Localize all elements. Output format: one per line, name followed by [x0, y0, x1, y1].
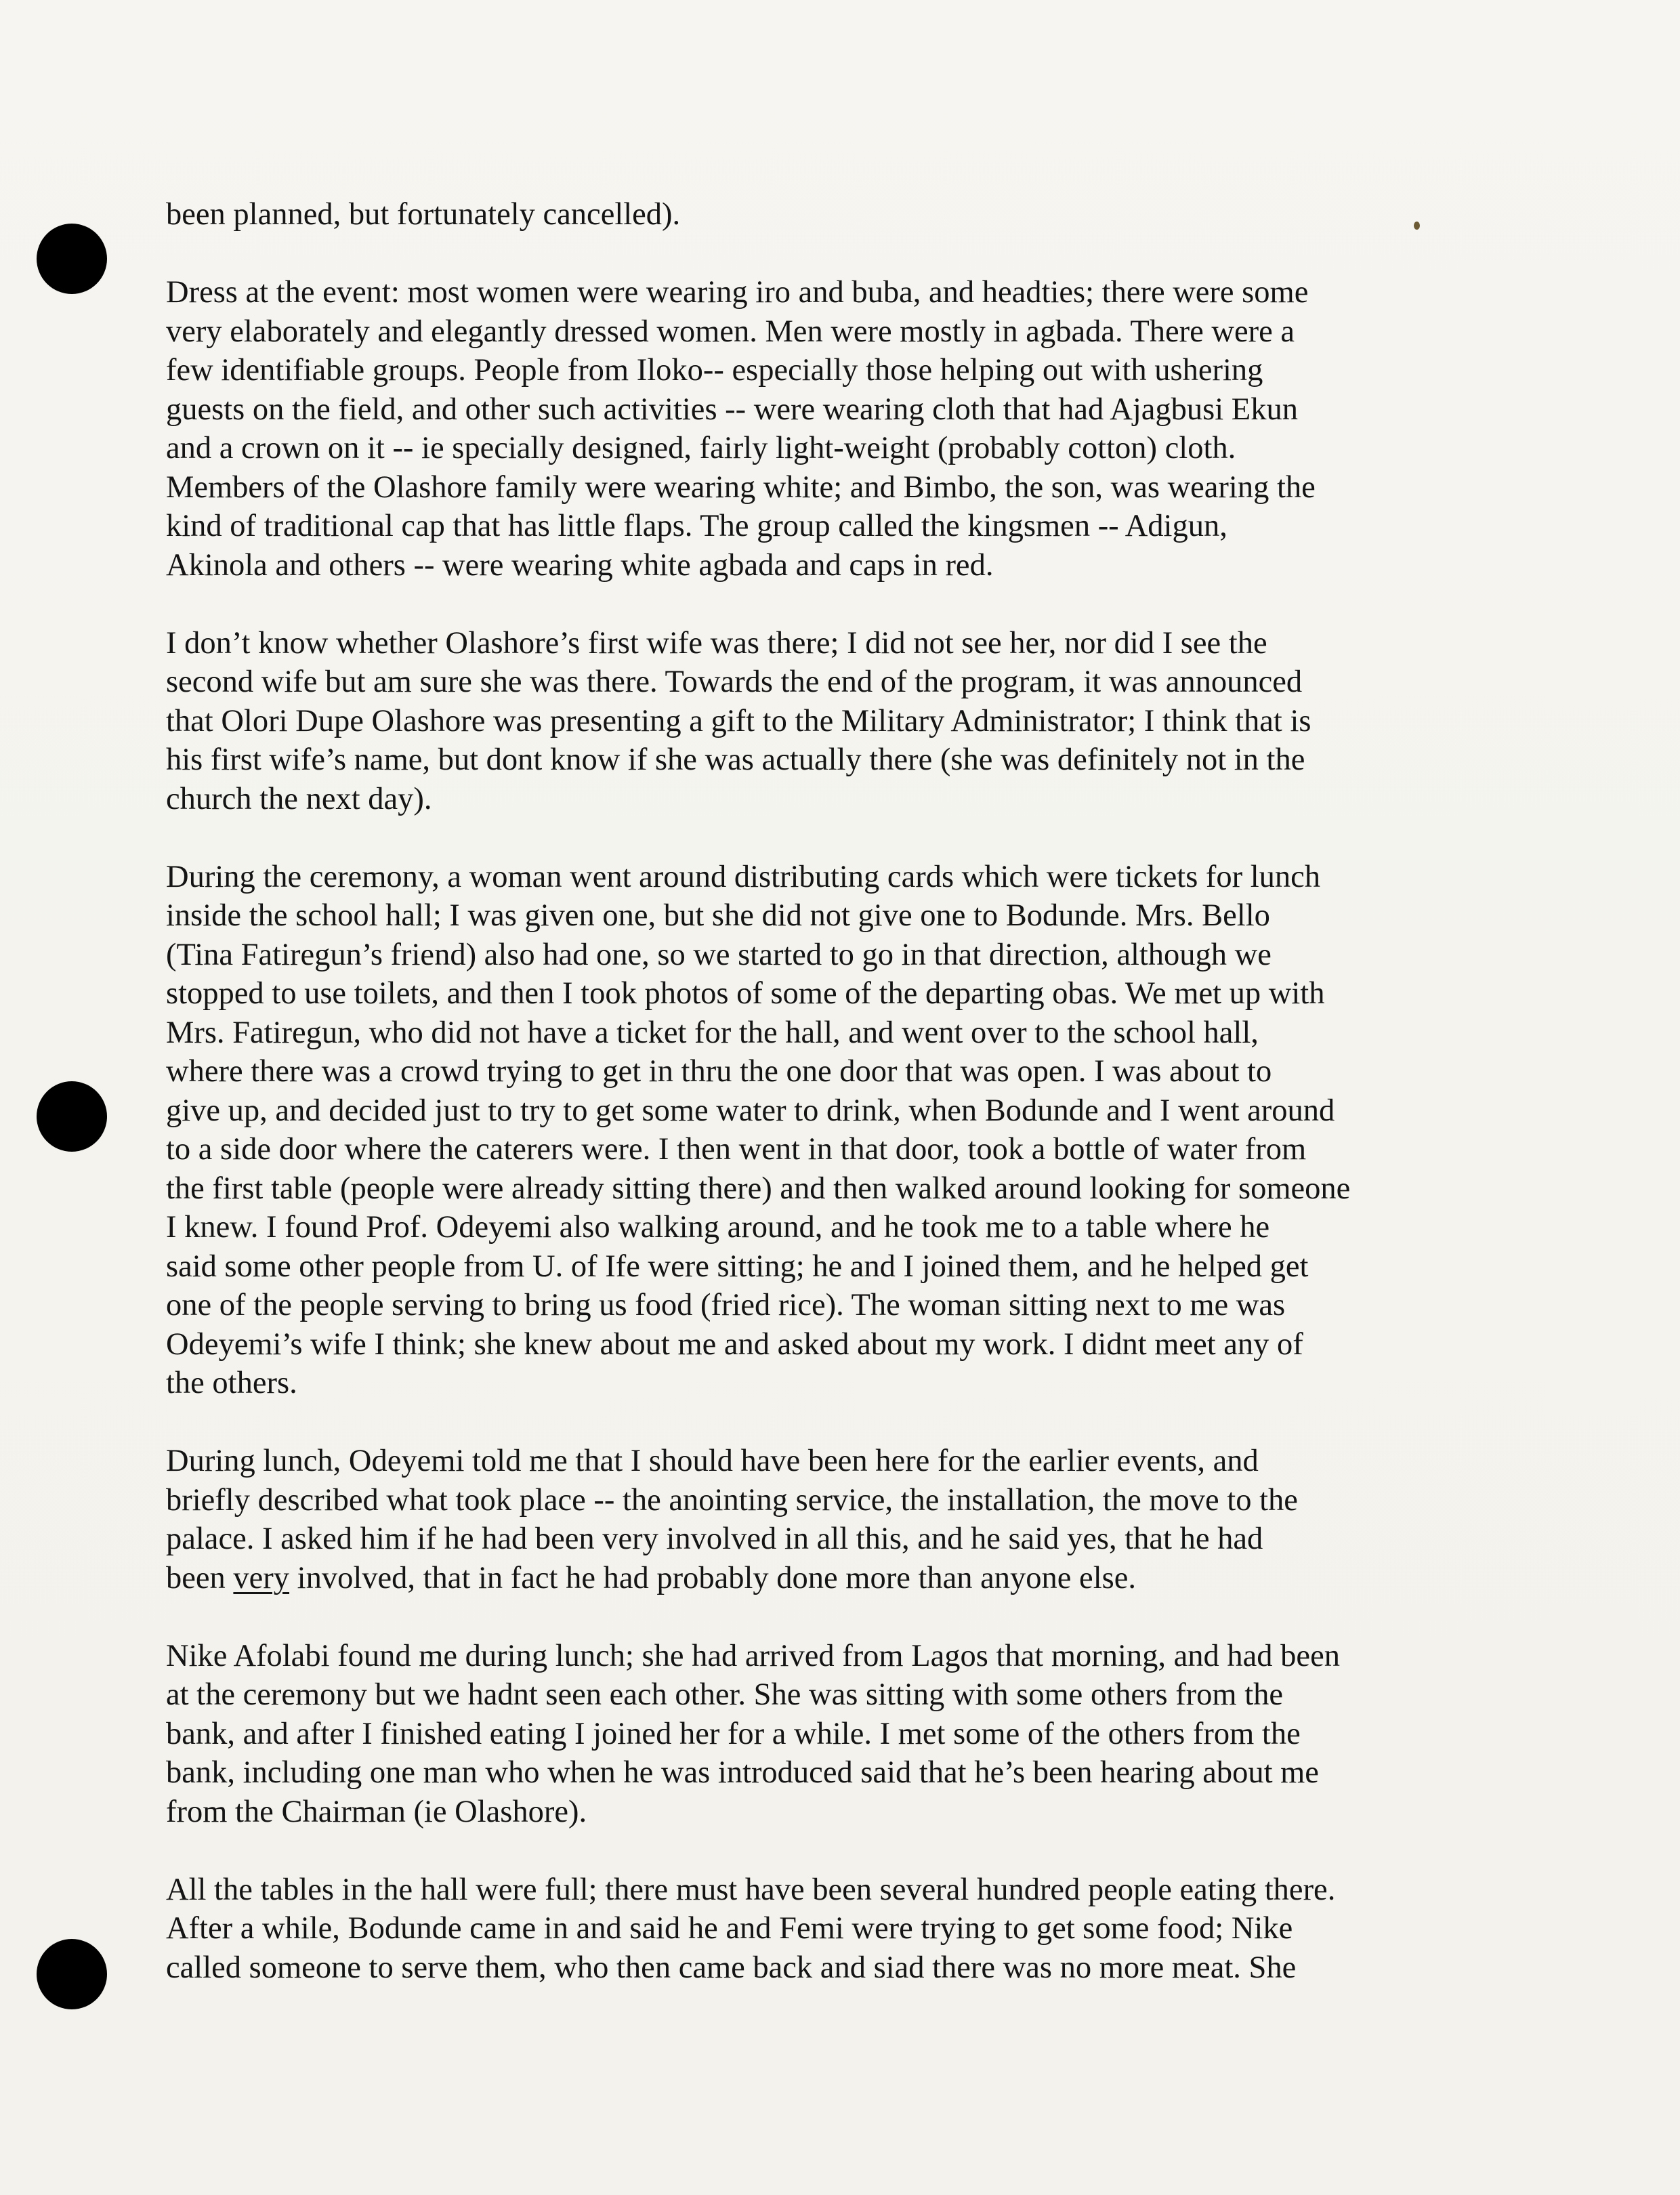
- text-line: Nike Afolabi found me during lunch; she had arrived from Lagos that morning, and had been: [166, 1638, 1340, 1673]
- text-line: called someone to serve them, who then came back and siad there was no more meat. She: [166, 1950, 1297, 1985]
- text-line: to a side door where the caterers were. I then went in that door, took a bottle of water from: [166, 1132, 1307, 1167]
- text-line: During the ceremony, a woman went around distributing cards which were tickets for lunch: [166, 859, 1321, 894]
- paragraph-7: [166, 1870, 1541, 1988]
- text-line: stopped to use toilets, and then I took photos of some of the departing obas. We met up with: [166, 976, 1325, 1011]
- text-line: few identifiable groups. People from Iloko-- especially those helping out with ushering: [166, 353, 1263, 388]
- text-line: Akinola and others -- were wearing white agbada and caps in red.: [166, 547, 994, 583]
- text-segment: involved, that in fact he had probably done more than anyone else.: [289, 1560, 1136, 1595]
- text-line: church the next day).: [166, 781, 432, 816]
- paragraph-2: [166, 273, 1541, 585]
- text-line: Members of the Olashore family were wearing white; and Bimbo, the son, was wearing the: [166, 469, 1316, 505]
- text-line: Dress at the event: most women were wearing iro and buba, and headties; there were some: [166, 275, 1309, 310]
- text-line: inside the school hall; I was given one, but she did not give one to Bodunde. Mrs. Bello: [166, 898, 1270, 933]
- text-line: During lunch, Odeyemi told me that I should have been here for the earlier events, and: [166, 1444, 1259, 1478]
- paragraph-3: [166, 624, 1541, 819]
- text-line: the others.: [166, 1366, 297, 1400]
- text-line: bank, and after I finished eating I joined her for a while. I met some of the others from the: [166, 1716, 1301, 1751]
- text-line: from the Chairman (ie Olashore).: [166, 1794, 587, 1829]
- text-line: give up, and decided just to try to get some water to drink, when Bodunde and I went around: [166, 1093, 1335, 1128]
- text-line: I don’t know whether Olashore’s first wife was there; I did not see her, nor did I see the: [166, 625, 1267, 661]
- text-line: All the tables in the hall were full; there must have been several hundred people eating there.: [166, 1872, 1336, 1907]
- text-line: the first table (people were already sitting there) and then walked around looking for someone: [166, 1171, 1351, 1206]
- punch-hole-top: [37, 224, 107, 294]
- text-line: (Tina Fatiregun’s friend) also had one, so we started to go in that direction, although we: [166, 937, 1272, 972]
- text-line: said some other people from U. of Ife were sitting; he and I joined them, and he helped get: [166, 1249, 1309, 1284]
- text-line: his first wife’s name, but dont know if she was actually there (she was definitely not in the: [166, 743, 1305, 777]
- text-line: second wife but am sure she was there. Towards the end of the program, it was announced: [166, 665, 1303, 699]
- text-line: After a while, Bodunde came in and said he and Femi were trying to get some food; Nike: [166, 1911, 1293, 1946]
- punch-hole-middle: [37, 1081, 107, 1152]
- text-line: one of the people serving to bring us food (fried rice). The woman sitting next to me was: [166, 1288, 1286, 1322]
- text-segment: been: [166, 1560, 234, 1595]
- text-line: kind of traditional cap that has little flaps. The group called the kingsmen -- Adigun,: [166, 509, 1227, 543]
- text-line: guests on the field, and other such activities -- were wearing cloth that had Ajagbusi Ekun: [166, 392, 1298, 427]
- text-line: briefly described what took place -- the anointing service, the installation, the move to the: [166, 1482, 1298, 1518]
- text-line: very elaborately and elegantly dressed women. Men were mostly in agbada. There were a: [166, 314, 1295, 349]
- paragraph-1: [166, 195, 1541, 234]
- text-line: Odeyemi’s wife I think; she knew about me and asked about my work. I didnt meet any of: [166, 1326, 1303, 1362]
- underlined-word: very: [233, 1560, 290, 1595]
- page-body: [166, 195, 1541, 1987]
- text-line-with-underline: [166, 1559, 1541, 1598]
- paragraph-6: [166, 1637, 1541, 1832]
- text-line: and a crown on it -- ie specially designed, fairly light-weight (probably cotton) cloth.: [166, 431, 1236, 465]
- paragraph-4: [166, 858, 1541, 1403]
- text-line: been planned, but fortunately cancelled).: [166, 197, 681, 232]
- text-line: I knew. I found Prof. Odeyemi also walking around, and he took me to a table where he: [166, 1210, 1270, 1245]
- text-line: palace. I asked him if he had been very involved in all this, and he said yes, that he had: [166, 1522, 1263, 1556]
- text-line: bank, including one man who when he was introduced said that he’s been hearing about me: [166, 1755, 1319, 1790]
- text-line: that Olori Dupe Olashore was presenting a gift to the Military Administrator; I think that is: [166, 703, 1311, 738]
- text-line: Mrs. Fatiregun, who did not have a ticket for the hall, and went over to the school hall,: [166, 1015, 1259, 1050]
- text-line: at the ceremony but we hadnt seen each other. She was sitting with some others from the: [166, 1677, 1284, 1712]
- punch-hole-bottom: [37, 1939, 107, 2009]
- paragraph-5: [166, 1442, 1541, 1597]
- text-line: where there was a crowd trying to get in thru the one door that was open. I was about to: [166, 1054, 1272, 1089]
